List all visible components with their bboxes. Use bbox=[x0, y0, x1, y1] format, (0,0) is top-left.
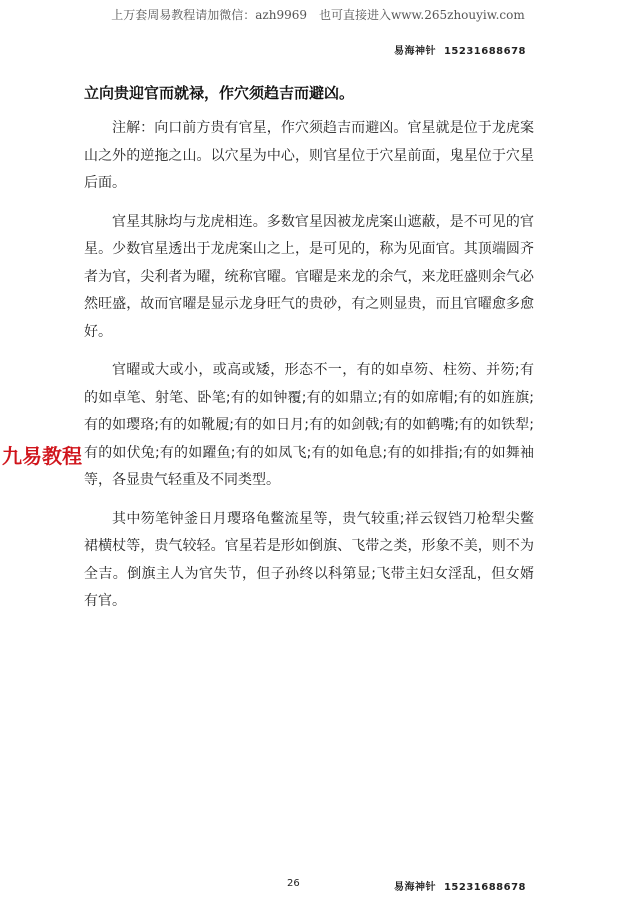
paragraph-nobility: 其中笏笔钟釜日月璎珞龟鳖流星等，贵气较重;祥云钗铛刀枪犁尖鳖裙横杖等，贵气较轻。官星若是形如倒旗、飞带之类，形象不美，则不为全吉。倒旗主人为官失节，但子孙终以科第显;飞带主妇女淫乱，但女婿有官。 bbox=[84, 510, 534, 609]
header-brand bbox=[394, 42, 526, 57]
page-title: 立向贵迎官而就禄，作穴须趋吉而避凶。 bbox=[84, 84, 355, 102]
header-phone: 15231688678 bbox=[443, 46, 526, 57]
paragraph-shapes: 官曜或大或小，或高或矮，形态不一，有的如卓笏、柱笏、并笏;有的如卓笔、射笔、卧笔;有的如钟覆;有的如鼎立;有的如席帽;有的如旌旗;有的如璎珞;有的如靴履;有的如日月;有的如剑戟;有的如鹤嘴;有的如铁犁;有的如伏兔;有的如躍鱼;有的如凤飞;有的如龟息;有的如排指;有的如舞袖等，各显贵气轻重及不同类型。 bbox=[84, 362, 534, 488]
paragraph-official-star: 官星其脉均与龙虎相连。多数官星因被龙虎案山遮蔽，是不可见的官星。少数官星透出于龙虎案山之上，是可见的，称为见面官。其顶端圆齐者为官，尖利者为曜，统称官曜。官曜是来龙的余气，来龙旺盛则余气必然旺盛，故而官曜是显示龙身旺气的贵砂，有之则显贵，而且官曜愈多愈好。 bbox=[84, 213, 534, 340]
footer-phone: 15231688678 bbox=[443, 882, 526, 893]
footer-brand-name: 易海神针 bbox=[393, 882, 436, 893]
footer-brand bbox=[394, 878, 526, 893]
body-text bbox=[84, 115, 534, 627]
paragraph-annotation: 注解：向口前方贵有官星，作穴须趋吉而避凶。官星就是位于龙虎案山之外的逆拖之山。以穴星为中心，则官星位于穴星前面，鬼星位于穴星后面。 bbox=[84, 120, 534, 191]
top-notice: 上万套周易教程请加微信：azh9969 也可直接进入www.265zhouyiw.com bbox=[111, 8, 525, 22]
watermark: 九易教程 bbox=[0, 440, 84, 469]
header-brand-name: 易海神针 bbox=[393, 46, 436, 57]
page-number: 26 bbox=[287, 878, 300, 889]
